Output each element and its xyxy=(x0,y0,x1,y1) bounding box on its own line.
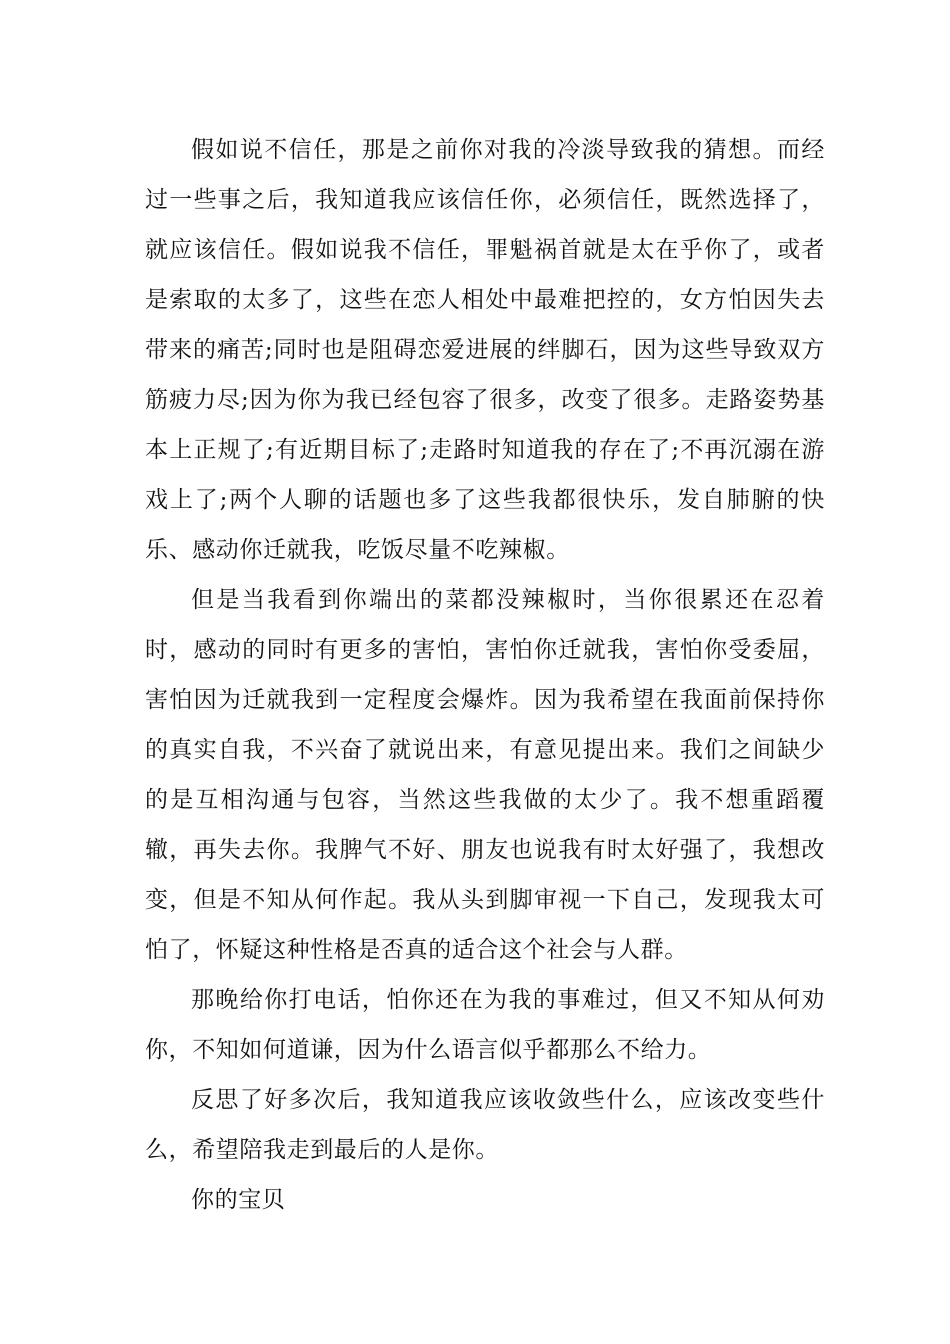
paragraph-1: 假如说不信任，那是之前你对我的冷淡导致我的猜想。而经过一些事之后，我知道我应该信任你，必须信任，既然选择了，就应该信任。假如说我不信任，罪魁祸首就是太在乎你了，或者是索取的太多了，这些在恋人相处中最难把控的，女方怕因失去带来的痛苦;同时也是阻碍恋爱进展的绊脚石，因为这些导致双方筋疲力尽;因为你为我已经包容了很多，改变了很多。走路姿势基本上正规了;有近期目标了;走路时知道我的存在了;不再沉溺在游戏上了;两个人聊的话题也多了这些我都很快乐，发自肺腑的快乐、感动你迁就我，吃饭尽量不吃辣椒。 xyxy=(145,137,825,563)
document-body xyxy=(145,125,825,1225)
signature-line: 你的宝贝 xyxy=(191,1187,286,1213)
paragraph-2: 但是当我看到你端出的菜都没辣椒时，当你很累还在忍着时，感动的同时有更多的害怕，害怕你迁就我，害怕你受委屈，害怕因为迁就我到一定程度会爆炸。因为我希望在我面前保持你的真实自我，不兴奋了就说出来，有意见提出来。我们之间缺少的是互相沟通与包容，当然这些我做的太少了。我不想重蹈覆辙，再失去你。我脾气不好、朋友也说我有时太好强了，我想改变，但是不知从何作起。我从头到脚审视一下自己，发现我太可怕了，怀疑这种性格是否真的适合这个社会与人群。 xyxy=(145,587,825,963)
paragraph-4: 反思了好多次后，我知道我应该收敛些什么，应该改变些什么，希望陪我走到最后的人是你。 xyxy=(145,1087,825,1163)
paragraph-3: 那晚给你打电话，怕你还在为我的事难过，但又不知从何劝你，不知如何道谦，因为什么语言似乎都那么不给力。 xyxy=(145,987,825,1063)
